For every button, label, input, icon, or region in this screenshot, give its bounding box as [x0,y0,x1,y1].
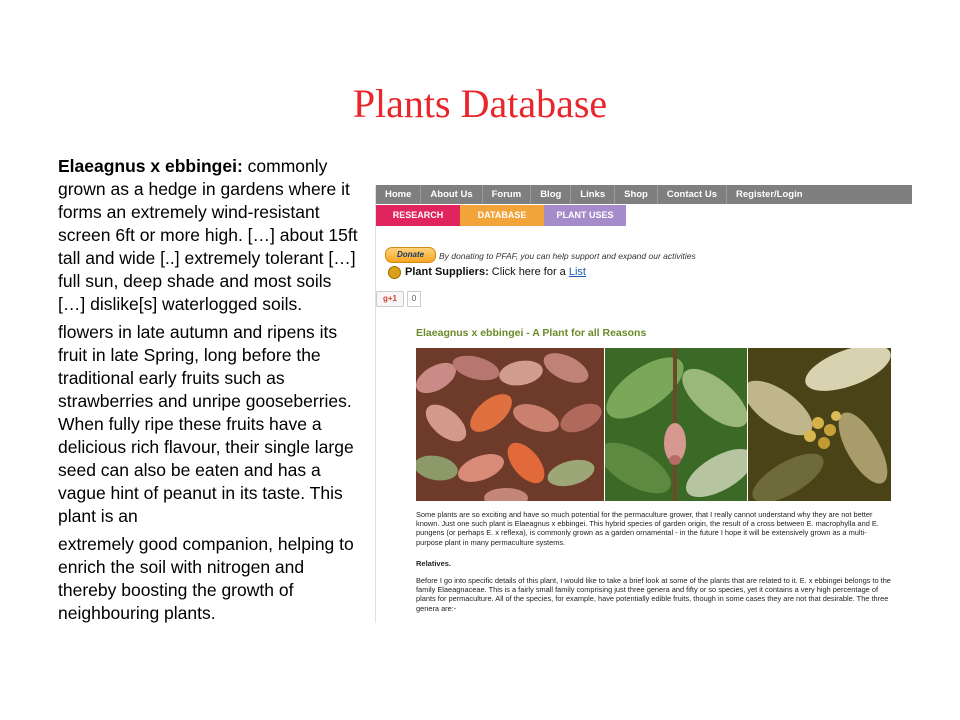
plant-suppliers [405,266,586,278]
nav-forum[interactable]: Forum [483,185,532,204]
nav-register-login[interactable]: Register/Login [736,189,803,200]
paragraph-1-text: commonly grown as a hedge in gardens where it forms an extremely wind-resistant screen 6ft or more high. […] about 15ft tall and wide [..] extremely tolerant […] full sun, deep shade and most soils […] dislike[s] waterlogged soils. [58,156,358,314]
paragraph-3: extremely good companion, helping to enrich the soil with nitrogen and thereby boosting the growth of neighbouring plants. [58,534,354,623]
nav-links[interactable]: Links [571,185,615,204]
fruits-illustration [416,348,604,501]
article-title: Elaeagnus x ebbingei - A Plant for all Reasons [416,327,647,339]
paragraph-1 [58,155,358,316]
google-plus-label: +1 [387,294,397,303]
donate-message: By donating to PFAF, you can help support and expand our activities [439,251,696,261]
photo-strip [416,348,891,501]
tab-plant-uses[interactable]: PLANT USES [544,205,626,226]
tab-database[interactable]: DATABASE [460,205,544,226]
left-text-block [58,155,358,630]
donate-button[interactable]: Donate [385,247,436,263]
nav-contact-us[interactable]: Contact Us [658,185,727,204]
google-plus-button[interactable] [376,291,404,307]
website-screenshot [375,185,912,623]
main-nav [376,185,912,204]
google-plus-count: 0 [407,291,421,307]
slide-title: Plants Database [352,81,608,126]
flowers-illustration [748,348,891,501]
plant-name: Elaeagnus x ebbingei: [58,156,243,176]
nav-home[interactable]: Home [376,185,421,204]
suppliers-label: Plant Suppliers: [405,266,489,278]
suppliers-text: Click here for a [488,266,569,278]
article-intro: Some plants are so exciting and have so much potential for the permaculture grower, that I really cannot understand why they are not better known. Just one such plant is Elaeagnus x ebbingei. This hybrid species of garden origin, the result of a cross between E. macrophylla and E. pungens (or perhaps E. x reflexa), is commonly grown as a garden ornamental - in the future I hope it will be extensively grown as a multi-purpose plant in many permaculture systems. [416,510,879,547]
relatives-heading: Relatives. [416,559,452,568]
nav-shop[interactable]: Shop [615,185,658,204]
sub-nav [376,205,626,226]
photo-branch [605,348,747,501]
sunflower-icon [388,266,401,279]
nav-about-us[interactable]: About Us [421,185,482,204]
article-relatives-text: Before I go into specific details of this plant, I would like to take a brief look at some of the plants that are related to it. E. x ebbingei belongs to the family Elaeagnaceae. This is a fairly small family comprising just three genera and fifty or so species, yet it contains a very high percentage of plants for permaculture. All of the species, for example, have potentially edible fruits, though in some cases they are not that desirable. The three genera are:- [416,576,891,613]
paragraph-2: flowers in late autumn and ripens its fruit in late Spring, long before the traditional early fruits such as strawberries and unripe gooseberries. When fully ripe these fruits have a delicious rich flavour, their single large seed can also be eaten and has a vague hint of peanut in its taste. This plant is an [58,322,354,526]
suppliers-list-link[interactable]: List [568,266,586,278]
google-plus-icon: g [382,294,388,303]
tab-research[interactable]: RESEARCH [376,205,460,226]
branch-illustration [605,348,747,501]
photo-fruits [416,348,604,501]
nav-blog[interactable]: Blog [531,185,571,204]
photo-flowers [748,348,891,501]
